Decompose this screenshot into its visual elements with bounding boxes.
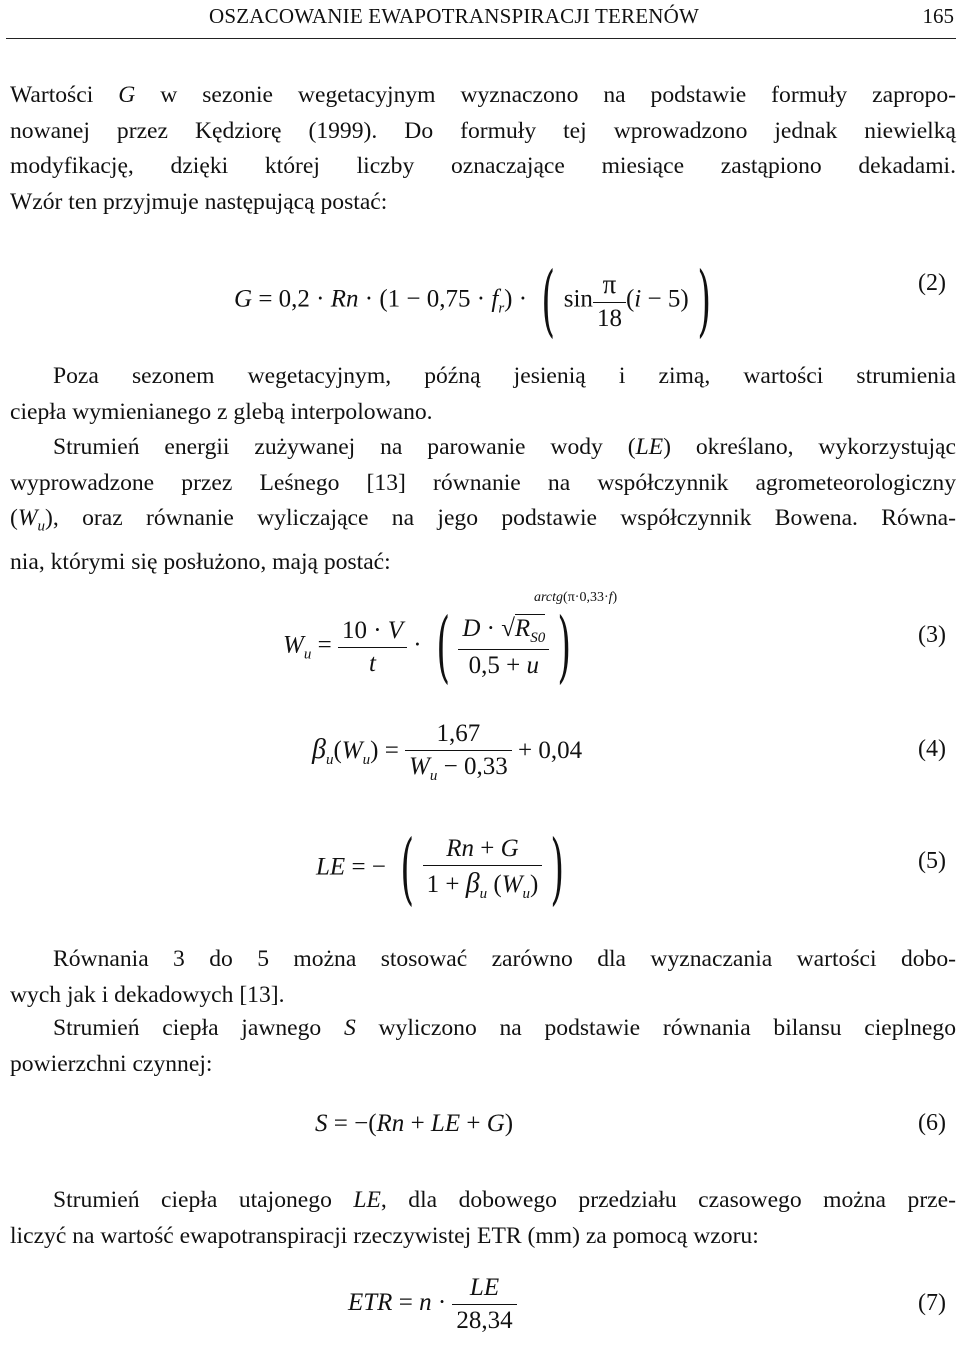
equation-3 <box>0 586 960 696</box>
paragraph-sensible-flux <box>10 1011 956 1082</box>
text-line: Równania 3 do 5 można stosować zarówno dla wyznaczania wartości dobo- <box>53 946 956 972</box>
header-rule <box>6 38 956 39</box>
text-line: powierzchni czynnej: <box>10 1050 213 1077</box>
text-line: liczyć na wartość ewapotranspiracji rzeczywistej ETR (mm) za pomocą wzoru: <box>10 1222 759 1249</box>
equation-2-body: $G = 0,2 \cdot Rn \cdot (1 - 0,75 \cdot f_r)$ · ( sin $\frac{\pi}{18}$ (i − 5) ) <box>234 256 711 346</box>
text-line: modyfikację, dzięki której liczby oznaczające miesiące zastąpiono dekadami. <box>10 153 956 179</box>
equation-5-number: (5) <box>918 848 946 874</box>
text-line: $(W_u)$, oraz równanie wyliczające na jego podstawie współczynnik Bowena. Równa- <box>10 505 956 535</box>
equation-6-body: S = −(Rn + LE + G) <box>315 1110 514 1137</box>
text-line: wyprowadzone przez Leśnego [13] równanie na współczynnik agrometeorologiczny <box>10 469 956 496</box>
equation-7-body: ETR = n · $\frac{LE}{28,34}$ <box>348 1274 517 1335</box>
text-line: nowanej przez Kędziorę (1999). Do formuły tej wprowadzono jednak niewielką <box>10 117 956 144</box>
text-line: Wartości G w sezonie wegetacyjnym wyznaczono na podstawie formuły zapropo- <box>10 82 956 108</box>
text-line: Wzór ten przyjmuje następującą postać: <box>10 188 388 215</box>
text-line: Strumień energii zużywanej na parowanie wody (LE) określano, wykorzystując <box>53 434 956 460</box>
paragraph-off-season <box>10 359 956 430</box>
equation-3-body: $W_u$ = $\frac{10 \cdot V}{t}$ · ( $\frac{D \cdot √R_{S0}}{0,5 + u}$ ) <box>283 602 572 692</box>
equation-5-body: LE = − ( $\frac{Rn + G}{1 + \beta_u (W_u)}$ ) <box>316 824 565 914</box>
equation-3-exponent: arctg(π·0,33·f) <box>534 590 618 605</box>
paragraph-latent-flux <box>10 430 956 581</box>
text-line: ciepła wymienianego z glebą interpolowano. <box>10 398 433 425</box>
paragraph-etr <box>10 1183 956 1254</box>
running-header <box>0 0 960 40</box>
text-line: Poza sezonem wegetacyjnym, późną jesienią i zimą, wartości strumienia <box>53 363 956 389</box>
equation-6-number: (6) <box>918 1110 946 1136</box>
running-title: OSZACOWANIE EWAPOTRANSPIRACJI TERENÓW <box>209 4 700 28</box>
equation-3-number: (3) <box>918 622 946 648</box>
paragraph-g-values <box>10 78 956 220</box>
equation-5 <box>0 824 960 914</box>
text-line: wych jak i dekadowych [13]. <box>10 981 285 1008</box>
page-number: 165 <box>922 4 954 28</box>
text-line: Strumień ciepła jawnego S wyliczono na podstawie równania bilansu cieplnego <box>53 1015 956 1041</box>
equation-2 <box>0 240 960 346</box>
text-line: nia, którymi się posłużono, mają postać: <box>10 549 391 576</box>
equation-7-number: (7) <box>918 1290 946 1316</box>
text-line: Strumień ciepła utajonego LE, dla dobowego przedziału czasowego można prze- <box>53 1187 956 1213</box>
paragraph-equations-use <box>10 942 956 1013</box>
equation-2-number: (2) <box>918 270 946 296</box>
equation-6 <box>0 1106 960 1150</box>
equation-7 <box>0 1272 960 1344</box>
equation-4-number: (4) <box>918 736 946 762</box>
equation-4 <box>0 716 960 796</box>
equation-4-body: $\beta_u(W_u)$ = $\frac{1,67}{W_u - 0,33}$ + 0,04 <box>312 720 583 784</box>
